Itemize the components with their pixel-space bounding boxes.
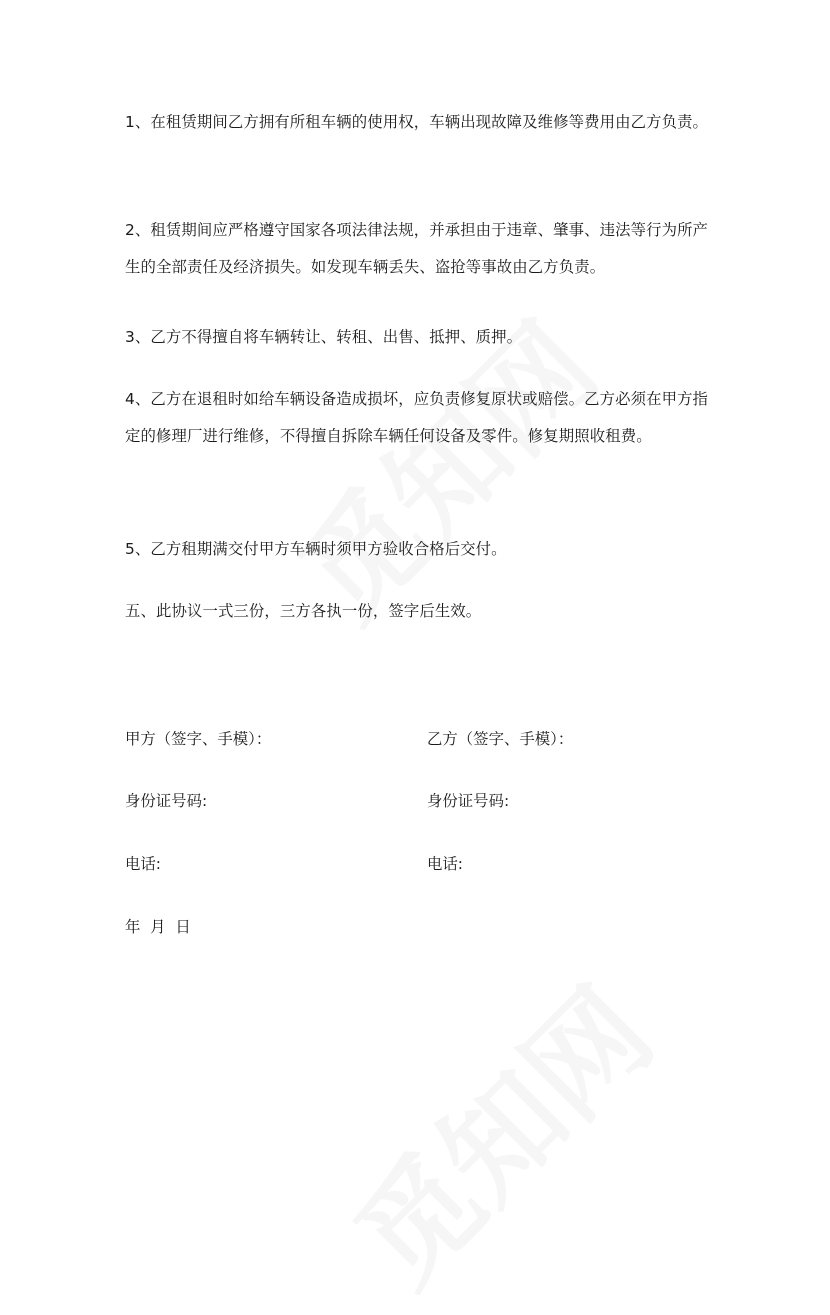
party-a-sign-label: 甲方（签字、手模）： <box>125 730 272 748</box>
party-b-phone-label: 电话: <box>427 855 463 873</box>
clause-4: 4、乙方在退租时如给车辆设备造成损坏，应负责修复原状或赔偿。乙方必须在甲方指定的修理厂进行维修，不得擅自拆除车辆任何设备及零件。修复期照收租费。 <box>125 390 709 445</box>
clause-2: 2、租赁期间应严格遵守国家各项法律法规，并承担由于违章、肇事、违法等行为所产生的全部责任及经济损失。如发现车辆丢失、盗抢等事故由乙方负责。 <box>125 221 709 276</box>
watermark <box>312 945 683 1315</box>
party-a-id-label: 身份证号码: <box>125 792 208 810</box>
clause-effectiveness: 五、此协议一式三份，三方各执一份，签字后生效。 <box>125 602 482 620</box>
date-label: 年 月 日 <box>125 918 191 936</box>
clause-5: 5、乙方租期满交付甲方车辆时须甲方验收合格后交付。 <box>125 540 507 558</box>
party-b-sign-label: 乙方（签字、手模）： <box>427 730 574 748</box>
party-a-phone-label: 电话: <box>125 855 161 873</box>
party-b-id-label: 身份证号码: <box>427 792 510 810</box>
clause-1: 1、在租赁期间乙方拥有所租车辆的使用权，车辆出现故障及维修等费用由乙方负责。 <box>125 113 709 131</box>
clause-3: 3、乙方不得擅自将车辆转让、转租、出售、抵押、质押。 <box>125 328 523 346</box>
